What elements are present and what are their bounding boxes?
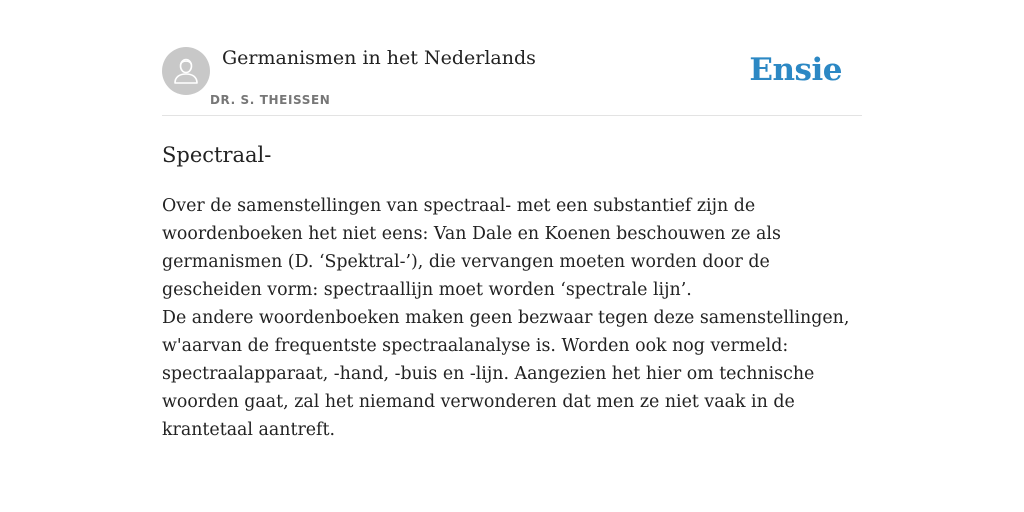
user-icon[interactable] <box>162 47 210 95</box>
article-body <box>162 192 862 444</box>
book-title[interactable]: Germanismen in het Nederlands <box>222 47 536 69</box>
article-page <box>162 0 862 512</box>
page-header <box>162 0 862 116</box>
author-name[interactable]: DR. S. THEISSEN <box>210 93 331 107</box>
article-title: Spectraal- <box>162 143 272 167</box>
article-paragraph: De andere woordenboeken maken geen bezwaar tegen deze samenstellingen, w'aarvan de frequentste spectraalanalyse is. Worden ook nog vermeld: spectraalapparaat, -hand, -buis en -lijn. Aangezien het hier om technische woorden gaat, zal het niemand verwonderen dat men ze niet vaak in de krantetaal aantreft. <box>162 308 850 440</box>
article-paragraph: Over de samenstellingen van spectraal- met een substantief zijn de woordenboeken het niet eens: Van Dale en Koenen beschouwen ze als germanismen (D. ‘Spektral-’), die vervangen moeten worden door de gescheiden vorm: spectraallijn moet worden ‘spectrale lijn’. <box>162 196 781 300</box>
ensie-logo[interactable]: Ensie <box>749 52 842 88</box>
